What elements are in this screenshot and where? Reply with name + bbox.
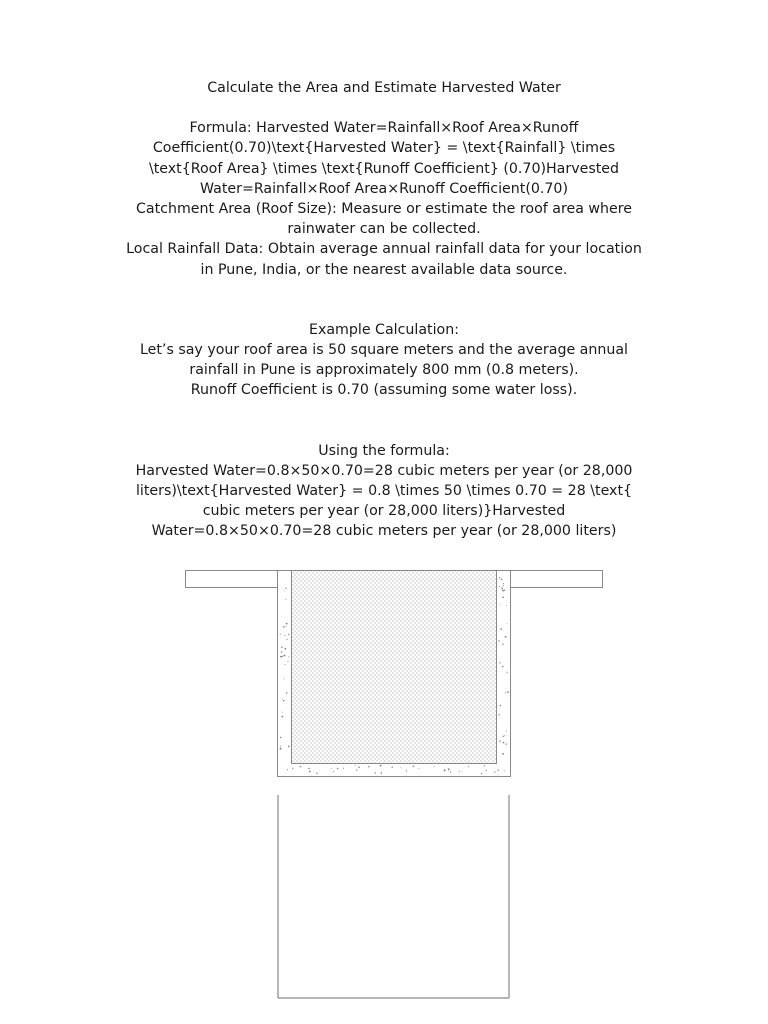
- concrete-speckle: [375, 772, 376, 773]
- concrete-speckle: [505, 692, 506, 693]
- concrete-speckle: [448, 768, 449, 769]
- concrete-speckle: [286, 639, 287, 640]
- concrete-speckle: [500, 628, 502, 630]
- concrete-speckle: [300, 766, 301, 767]
- concrete-speckle: [380, 765, 382, 767]
- concrete-speckle: [504, 590, 505, 591]
- concrete-speckle: [280, 737, 281, 738]
- concrete-speckle: [280, 746, 281, 747]
- concrete-speckle: [286, 692, 287, 693]
- concrete-speckle: [331, 768, 332, 769]
- concrete-speckle: [287, 769, 288, 770]
- concrete-speckle: [285, 588, 286, 589]
- concrete-speckle: [356, 769, 357, 770]
- concrete-speckle: [486, 770, 487, 771]
- concrete-speckle: [283, 626, 285, 628]
- concrete-speckle: [282, 656, 283, 657]
- concrete-speckle: [337, 768, 338, 769]
- concrete-speckle: [282, 716, 284, 718]
- concrete-speckle: [358, 766, 360, 768]
- concrete-speckle: [288, 656, 289, 657]
- concrete-speckle: [505, 636, 507, 638]
- concrete-speckle: [450, 771, 451, 772]
- concrete-speckle: [281, 646, 282, 647]
- concrete-speckle: [498, 714, 499, 715]
- concrete-speckle: [434, 766, 435, 767]
- concrete-speckle: [333, 771, 334, 772]
- concrete-speckle: [284, 635, 285, 636]
- concrete-speckle: [500, 604, 501, 605]
- concrete-speckle: [280, 748, 282, 750]
- concrete-speckle: [506, 730, 507, 731]
- concrete-speckles: [280, 577, 509, 774]
- concrete-speckle: [499, 586, 500, 587]
- runoff-paragraph: Runoff Coefficient is 0.70 (assuming some water loss).: [190, 382, 578, 399]
- concrete-speckle: [497, 769, 498, 770]
- concrete-speckle: [284, 590, 285, 591]
- concrete-speckle: [381, 772, 383, 774]
- concrete-speckle: [292, 768, 293, 769]
- catchment-paragraph: Catchment Area (Roof Size): Measure or estimate the roof area where rainwater can be collected.: [136, 201, 632, 238]
- concrete-speckle: [494, 772, 495, 773]
- concrete-speckle: [418, 768, 419, 769]
- concrete-speckle: [468, 766, 469, 767]
- concrete-speckle: [280, 656, 282, 658]
- concrete-speckle: [444, 769, 446, 771]
- concrete-speckle: [343, 768, 344, 769]
- document-body: [120, 78, 648, 542]
- concrete-speckle: [300, 766, 301, 767]
- concrete-speckle: [282, 712, 283, 713]
- concrete-speckle: [400, 767, 401, 768]
- concrete-speckle: [309, 771, 311, 773]
- document-title: Calculate the Area and Estimate Harvested Water: [207, 80, 561, 96]
- concrete-speckle: [501, 588, 503, 590]
- concrete-speckle: [285, 648, 287, 650]
- concrete-speckle: [507, 623, 508, 624]
- concrete-speckle: [280, 634, 281, 635]
- tank-water-fill: [292, 571, 497, 764]
- concrete-speckle: [502, 666, 504, 668]
- concrete-speckle: [282, 699, 283, 700]
- concrete-speckle: [281, 651, 282, 652]
- concrete-speckle: [504, 770, 505, 771]
- ground-slab-left: [186, 571, 278, 588]
- ground-slab-right: [511, 571, 603, 588]
- concrete-speckle: [406, 770, 407, 771]
- concrete-speckle: [498, 640, 499, 641]
- concrete-speckle: [285, 599, 286, 600]
- concrete-speckle: [499, 662, 500, 663]
- concrete-speckle: [505, 743, 506, 744]
- rainfall-paragraph: Local Rainfall Data: Obtain average annual rainfall data for your location in Pune, India, or the nearest available data source.: [126, 241, 642, 278]
- concrete-speckle: [459, 771, 460, 772]
- concrete-speckle: [413, 765, 415, 767]
- using-heading: Using the formula:: [318, 442, 450, 459]
- result-paragraph: Harvested Water=0.8×50×0.70=28 cubic meters per year (or 28,000 liters)\text{Harvested Water} = 0.8 \times 50 \times 0.70 = 28 \text{ cubic meters per year (or 28,000 liters)}Harvested Water=0.8×50×0.70=28 cubic meters per year (or 28,000 liters): [135, 462, 633, 540]
- tank-outer-wall: [278, 571, 511, 777]
- spacer: [120, 280, 648, 320]
- concrete-speckle: [288, 634, 289, 635]
- concrete-speckle: [286, 623, 288, 625]
- concrete-speckle: [288, 746, 290, 748]
- concrete-speckle: [368, 766, 369, 767]
- concrete-speckle: [284, 678, 285, 679]
- concrete-speckle: [285, 664, 286, 665]
- concrete-speckle: [284, 655, 285, 656]
- concrete-speckle: [481, 773, 482, 774]
- concrete-speckle: [502, 736, 503, 737]
- concrete-speckle: [503, 742, 504, 743]
- concrete-speckle: [507, 691, 509, 693]
- concrete-speckle: [448, 769, 449, 770]
- example-heading: Example Calculation:: [309, 321, 459, 338]
- spacer: [120, 98, 648, 118]
- concrete-speckle: [355, 765, 356, 766]
- concrete-speckle: [287, 661, 288, 662]
- concrete-speckle: [484, 765, 485, 766]
- concrete-speckle: [498, 770, 499, 771]
- concrete-speckle: [500, 705, 502, 707]
- concrete-speckle: [502, 597, 504, 599]
- spacer: [120, 401, 648, 441]
- concrete-speckle: [503, 585, 504, 586]
- formula-paragraph: Formula: Harvested Water=Rainfall×Roof Area×Runoff Coefficient(0.70)\text{Harvested Water} = \text{Rainfall} \times \text{Roof Area} \times \text{Runoff Coefficient} (0.70)Harvested Water=Rainfall×Roof Area×Runoff Coefficient(0.70): [148, 120, 620, 197]
- concrete-speckle: [502, 644, 503, 645]
- concrete-speckle: [502, 753, 504, 755]
- concrete-speckle: [499, 740, 500, 741]
- concrete-speckle: [308, 768, 310, 770]
- concrete-speckle: [501, 579, 502, 580]
- concrete-speckle: [284, 655, 286, 657]
- concrete-speckle: [283, 700, 284, 701]
- concrete-speckle: [316, 773, 317, 774]
- concrete-speckle: [286, 626, 287, 627]
- concrete-speckle: [499, 577, 500, 578]
- concrete-speckle: [507, 672, 508, 673]
- concrete-speckle: [504, 735, 505, 736]
- concrete-speckle: [391, 766, 392, 767]
- concrete-speckle: [503, 583, 504, 584]
- concrete-speckle: [506, 605, 507, 606]
- example-paragraph: Let’s say your roof area is 50 square meters and the average annual rainfall in Pune is approximately 800 mm (0.8 meters).: [139, 342, 628, 379]
- concrete-speckle: [502, 590, 504, 592]
